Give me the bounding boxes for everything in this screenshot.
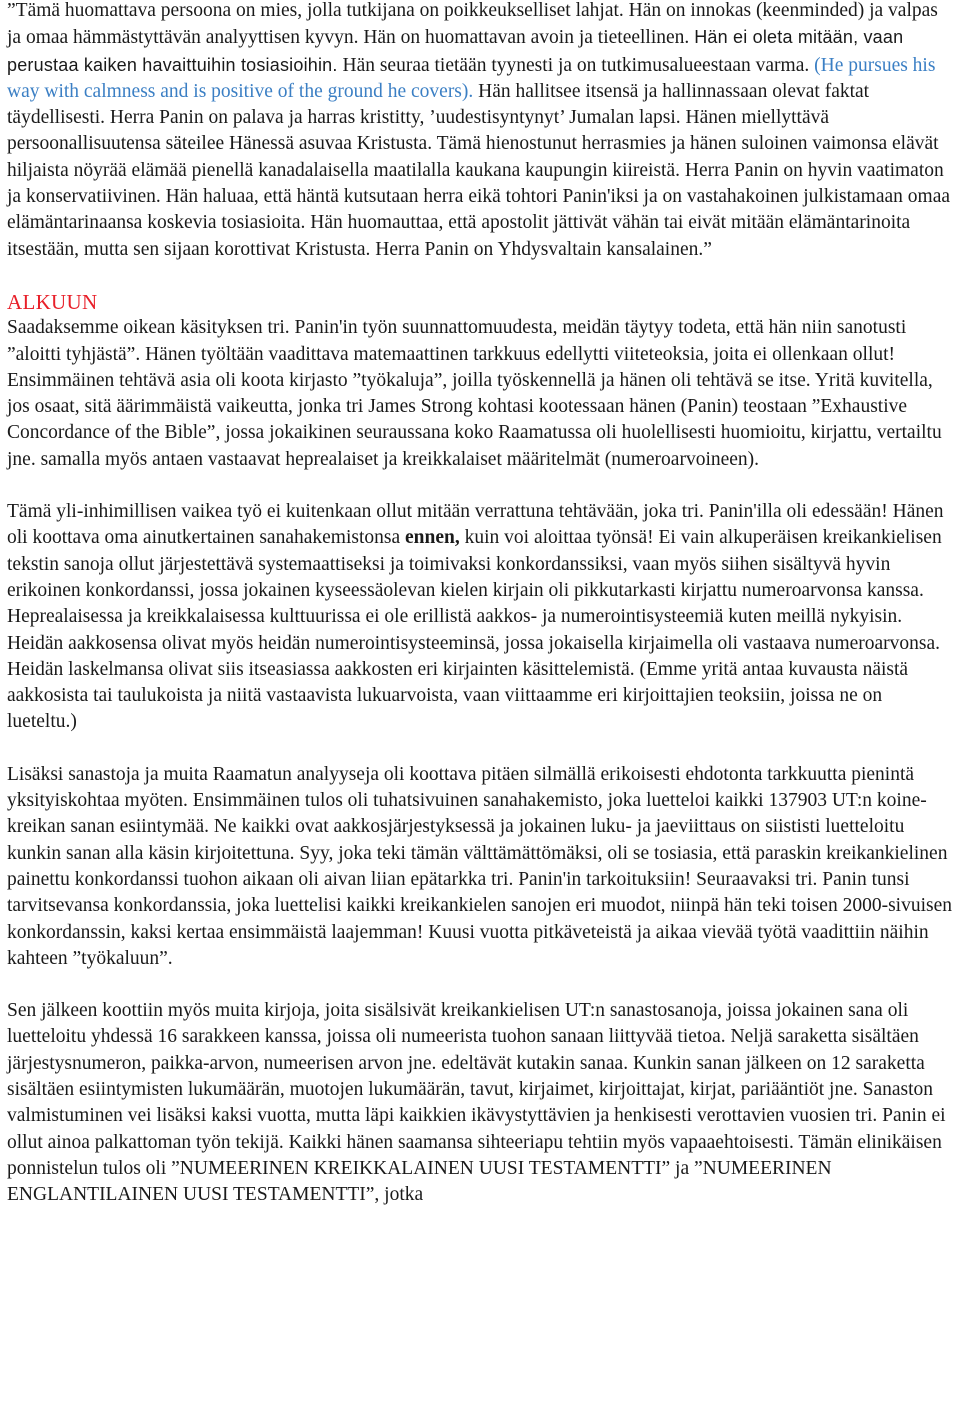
- english-quote: (He pursues his way with calmness and is positive of the ground he covers).: [7, 54, 936, 102]
- paragraph-3: [7, 499, 953, 736]
- section-heading: ALKUUN: [7, 289, 98, 314]
- paragraph-3-text-1: Tämä yli-inhimillisen vaikea työ ei kuitenkaan ollut mitään verrattuna tehtävään, joka tri. Panin'illa oli edessään! Hänen oli koottava oma ainutkertainen sanahakemistonsa: [7, 501, 944, 549]
- paragraph-3-bold: ennen,: [405, 527, 460, 549]
- paragraph-3-text-2: kuin voi aloittaa työnsä! Ei vain alkuperäisen kreikankielisen tekstin sanoja ollut järjestettävä systemaattiseksi ja toimivaksi konkordanssiksi, vaan myös siihen sisältyvä hyvin erikoinen konkordanssi, jossa jokainen kyseessäolevan kielen kirjain oli pikkutarkasti kirjattu numeroarvonsa kanssa. Heprealaisessa ja kreikkalaisessa kulttuurissa ei ole erillistä aakkos- ja numerointisysteemiä kuten meillä nykyisin. Heidän aakkosensa olivat myös heidän numerointisysteeminsä, jossa jokaisella kirjaimella oli vastaava numeroarvonsa. Heidän laskelmansa olivat siis itseasiassa aakkosten eri kirjainten käsittelemistä. (Emme yritä antaa kuvausta näistä aakkosista tai taulukoista ja niitä vastaavista lukuarvoista, vaan viittaamme eri kirjoittajien teoksiin, joissa ne on lueteltu.): [7, 527, 942, 733]
- intro-text-2: Hän seuraa tietään tyynesti ja on tutkimusalueestaan varma.: [337, 54, 815, 76]
- intro-text-sans: Hän ei oleta mitään, vaan perustaa kaiken havaittuihin tosiasioihin.: [7, 27, 904, 75]
- paragraph-5: Sen jälkeen koottiin myös muita kirjoja, joita sisälsivät kreikankielisen UT:n sanastosanoja, joissa jokainen sana oli luetteloitu yhdessä 16 sarakkeen kanssa, joissa oli numeerista tuohon sanaan liittyvää tietoa. Neljä saraketta sisältäen järjestysnumeron, paikka-arvon, numeerisen arvon jne. edeltävät kutakin sanaa. Kunkin sanan jälkeen on 12 saraketta sisältäen esiintymisten lukumäärän, muotojen lukumäärän, tavut, kirjaimet, kirjoittajat, kirjat, pariääntiöt jne. Sanaston valmistuminen vei lisäksi kaksi vuotta, mutta läpi kaikkien ikävystyttävien ja henkisesti verottavien vuosien tri. Panin ei ollut ainoa palkattoman työn tekijä. Kaikki hänen saamansa sihteeriapu tehtiin myös vapaaehtoisesti. Tämän elinikäisen ponnistelun tulos oli ”NUMEERINEN KREIKKALAINEN UUSI TESTAMENTTI” ja ”NUMEERINEN ENGLANTILAINEN UUSI TESTAMENTTI”, jotka: [7, 1000, 946, 1206]
- intro-text-1: ”Tämä huomattava persoona on mies, jolla tutkijana on poikkeukselliset lahjat. Hän on innokas (keenminded) ja valpas ja omaa hämmästyttävän analyyttisen kyvyn. Hän on huomattavan avoin ja tieteellinen.: [7, 0, 938, 49]
- intro-text-3: Hän hallitsee itsensä ja hallinnassaan olevat faktat täydellisesti. Herra Panin on palava ja harras kristitty, ’uudestisyntynyt’ Jumalan lapsi. Hänen miellyttävä persoonallisuutensa säteilee Hänessä asuvaa Kristusta. Tämä hienostunut herrasmies ja hänen suloinen vaimonsa elävät hiljaista nöyrää elämää pienellä kanadalaisella maatilalla kaukana kaupungin kiireistä. Herra Panin on hyvin vaatimaton ja konservatiivinen. Hän haluaa, että häntä kutsutaan herra eikä tohtori Panin'iksi ja on vastahakoinen julkistamaan omaa elämäntarinaansa koskevia tosiasioita. Hän huomauttaa, että apostolit jättivät vähän tai eivät mitään elämäntarinoita itsestään, mutta sen sijaan korottivat Kristusta. Herra Panin on Yhdysvaltain kansalainen.”: [7, 80, 951, 260]
- paragraph-4: Lisäksi sanastoja ja muita Raamatun analyyseja oli koottava pitäen silmällä erikoisesti ehdotonta tarkkuutta pienintä yksityiskohtaa myöten. Ensimmäinen tulos oli tuhatsivuinen sanahakemisto, joka luetteloi kaikki 137903 UT:n koine-kreikan sanan esiintymää. Ne kaikki ovat aakkosjärjestyksessä ja jokainen luku- ja jaeviittaus on siististi luetteloitu kunkin sanan alla käsin kirjoitettuna. Syy, joka teki tämän välttämättömäksi, oli se tosiasia, että paraskin kreikankielinen painettu konkordanssi tuohon aikaan oli aivan liian epätarkka tri. Panin'in tarkoituksiin! Seuraavaksi tri. Panin tunsi tarvitsevansa konkordanssia, joka luettelisi kaikki kreikankielen sanojen eri muodot, niinpä hän teki toisen 2000-sivuisen konkordanssin, kaksi kertaa ensimmäistä laajemman! Kuusi vuotta pitkäveteistä ja aikaa vievää työtä vaadittiin näihin kahteen ”työkaluun”.: [7, 763, 952, 969]
- intro-paragraph: [7, 0, 953, 263]
- paragraph-2: Saadaksemme oikean käsityksen tri. Panin'in työn suunnattomuudesta, meidän täytyy todeta, että hän niin sanotusti ”aloitti tyhjästä”. Hänen työltään vaadittava matemaattinen tarkkuus edellytti viiteteoksia, joita ei ollenkaan ollut! Ensimmäinen tehtävä asia oli koota kirjasto ”työkaluja”, joilla työskennellä ja hänen oli tehtävä se itse. Yritä kuvitella, jos osaat, sitä äärimmäistä vaikeutta, jonka tri James Strong kohtasi kootessaan hänen (Panin) teostaan ”Exhaustive Concordance of the Bible”, jossa jokaikinen seuraussana koko Raamatussa oli huolellisesti huomioitu, kirjattu, vertailtu jne. samalla myös antaen vastaavat heprealaiset ja kreikkalaiset määritelmät (numeroarvoineen).: [7, 317, 942, 470]
